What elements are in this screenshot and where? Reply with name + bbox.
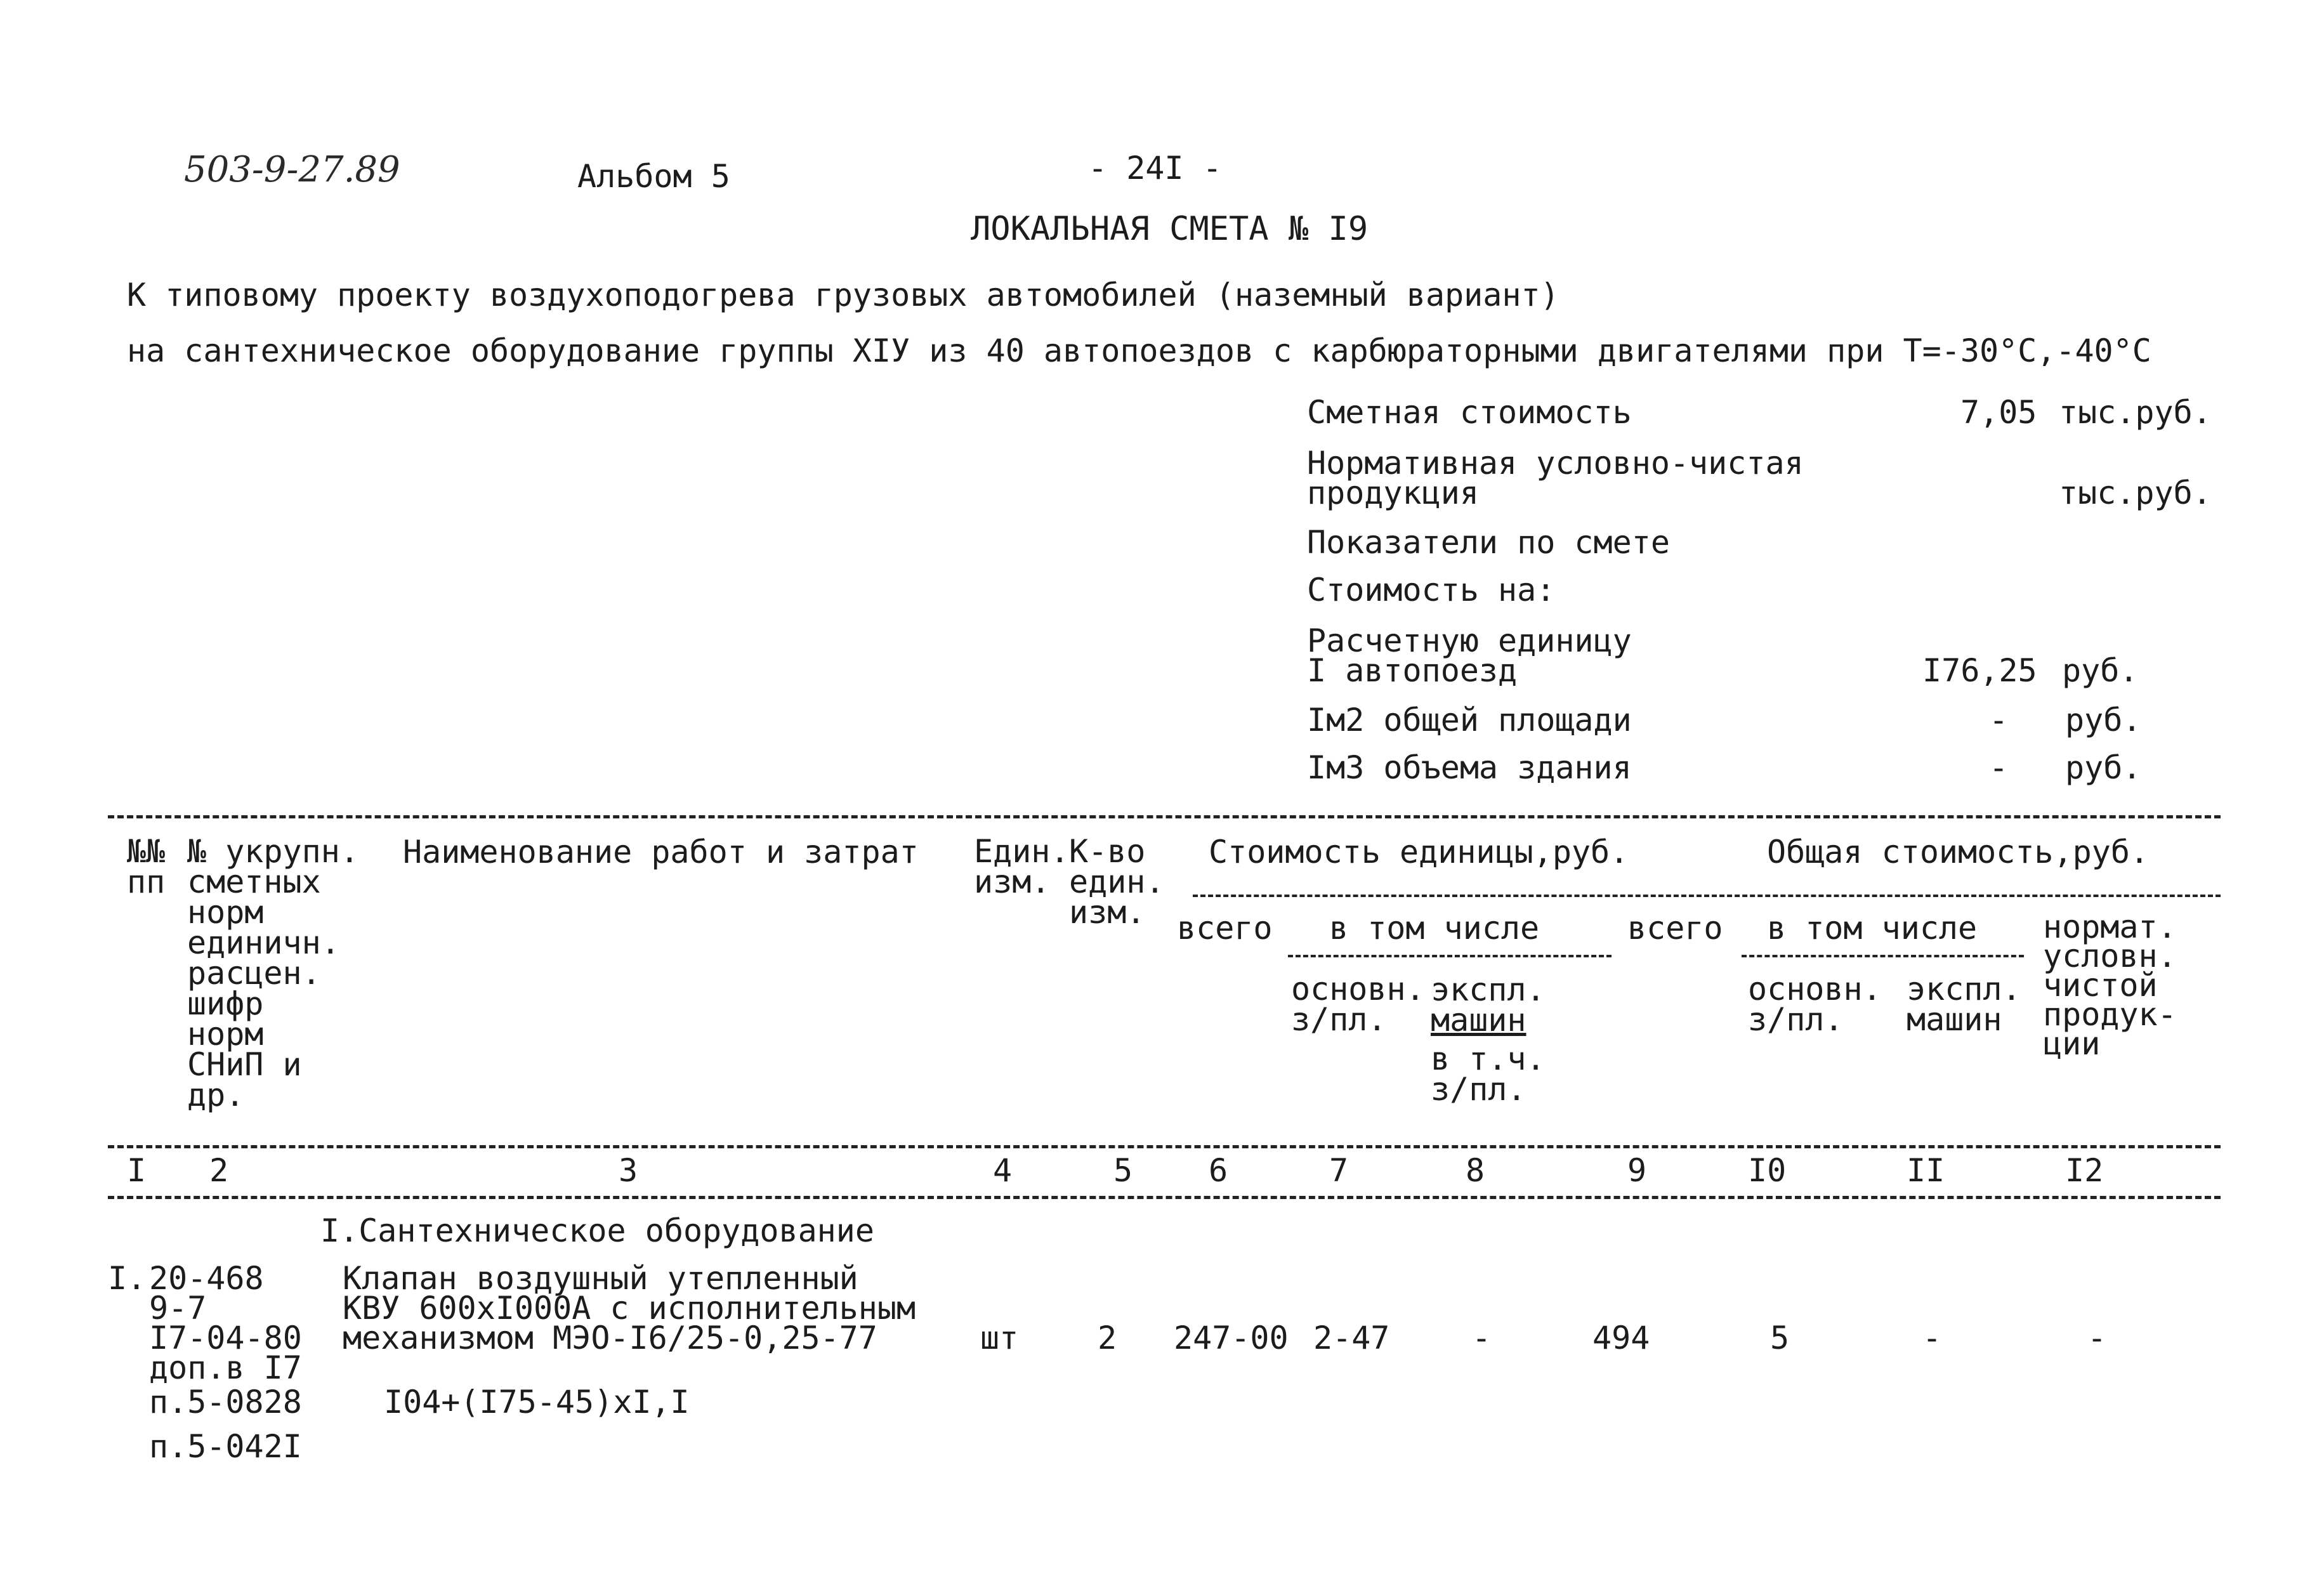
col-header-norm-code: № укрупн. сметных норм единичн. расцен. шифр норм СНиП и др.	[187, 833, 359, 1113]
column-number: I	[127, 1152, 147, 1189]
normative-label-2: продукция	[1307, 475, 1479, 511]
col-header-qty: К-во един. изм.	[1069, 833, 1165, 931]
row-total-wage: 5	[1770, 1320, 1790, 1356]
row-total: 494	[1592, 1320, 1650, 1356]
normative-label-1: Нормативная условно-чистая	[1307, 445, 1804, 482]
row-name-line: Клапан воздушный утепленный	[343, 1260, 858, 1297]
column-number: I2	[2065, 1152, 2104, 1189]
unit-machine-header-1: экспл.	[1431, 971, 1546, 1008]
norm-product-header: нормат. условн. чистой продук- ции	[2043, 908, 2177, 1062]
unit-base-wage-header: основн. з/пл.	[1291, 971, 1425, 1038]
total-base-wage-header: основн. з/пл.	[1748, 971, 1882, 1038]
column-numbers-top-rule	[108, 1145, 2221, 1148]
column-number: 3	[619, 1152, 638, 1189]
normative-unit: тыс.руб.	[2059, 475, 2212, 511]
row-total-norm: -	[2087, 1320, 2107, 1356]
total-cost-including-label: в том числе	[1767, 910, 1978, 947]
table-top-rule	[108, 815, 2221, 818]
row-code: I7-04-80	[149, 1320, 302, 1356]
project-line-2: на сантехническое оборудование группы XIУ из 40 автопоездов с карбюраторными двигателями при Т=-30°С,-40°С	[127, 332, 2151, 369]
column-number: 4	[993, 1152, 1013, 1189]
area-value: -	[1989, 702, 2009, 738]
column-number: 5	[1113, 1152, 1133, 1189]
section-title: I.Сантехническое оборудование	[320, 1212, 874, 1249]
estimated-cost-unit: тыс.руб.	[2059, 394, 2212, 431]
column-number: 9	[1627, 1152, 1647, 1189]
total-machine-header: экспл. машин	[1907, 971, 2021, 1038]
row-code: п.5-042I	[149, 1428, 302, 1465]
column-number: I0	[1748, 1152, 1787, 1189]
total-cost-all-label: всего	[1627, 910, 1723, 947]
page-number: - 24I -	[1088, 150, 1222, 187]
including-rule-unit	[1288, 955, 1612, 957]
unit-machine-wage-header: в т.ч. з/пл.	[1431, 1040, 1546, 1108]
row-unit-machine: -	[1472, 1320, 1492, 1356]
row-name-line: КВУ 600хI000А с исполнительным	[343, 1290, 916, 1327]
including-rule-total	[1742, 955, 2024, 957]
row-number: I.	[108, 1260, 147, 1297]
cost-for-label: Стоимость на:	[1307, 572, 1556, 608]
unit-cost-header: Стоимость единицы,руб.	[1209, 834, 1629, 870]
row-code: 20-468	[149, 1260, 264, 1297]
area-label: Iм2 общей площади	[1307, 702, 1632, 738]
column-numbers-bottom-rule	[108, 1196, 2221, 1199]
row-total-machine: -	[1922, 1320, 1942, 1356]
estimated-cost-label: Сметная стоимость	[1307, 394, 1632, 431]
volume-value: -	[1989, 749, 2009, 786]
column-number: 6	[1209, 1152, 1228, 1189]
doc-title: ЛОКАЛЬНАЯ СМЕТА № I9	[971, 210, 1369, 248]
row-unit: шт	[980, 1320, 1019, 1356]
column-number: 2	[209, 1152, 229, 1189]
volume-unit: руб.	[2065, 749, 2142, 786]
estimated-cost-value: 7,05	[1960, 394, 2037, 431]
col-header-name: Наименование работ и затрат	[403, 834, 919, 870]
album-label: Альбом 5	[577, 158, 730, 195]
unit-cost-including-label: в том числе	[1329, 910, 1540, 947]
row-code: п.5-0828	[149, 1384, 302, 1420]
calc-unit-value: I76,25	[1922, 652, 2037, 689]
calc-unit-label-2: I автопоезд	[1307, 652, 1518, 689]
row-code: 9-7	[149, 1290, 207, 1327]
col-header-number: №№ пп	[127, 833, 166, 900]
indicators-label: Показатели по смете	[1307, 524, 1670, 561]
area-unit: руб.	[2065, 702, 2142, 738]
total-cost-header: Общая стоимость,руб.	[1767, 834, 2150, 870]
calc-unit-unit: руб.	[2062, 652, 2139, 689]
unit-cost-all-label: всего	[1177, 910, 1273, 947]
col-header-unit: Един. изм.	[974, 833, 1070, 900]
handwritten-project-code: 503-9-27.89	[184, 149, 400, 190]
row-name-line: механизмом МЭО-I6/25-0,25-77	[343, 1320, 877, 1356]
column-number: II	[1907, 1152, 1945, 1189]
column-number: 8	[1466, 1152, 1485, 1189]
calc-unit-label-1: Расчетную единицу	[1307, 622, 1632, 659]
subheader-rule	[1193, 895, 2221, 897]
row-unit-total: 247-00	[1174, 1320, 1289, 1356]
unit-machine-header-2: машин	[1431, 1002, 1526, 1039]
volume-label: Iм3 объема здания	[1307, 749, 1632, 786]
row-qty: 2	[1098, 1320, 1117, 1356]
column-number: 7	[1329, 1152, 1349, 1189]
row-unit-wage: 2-47	[1313, 1320, 1390, 1356]
row-formula: I04+(I75-45)хI,I	[384, 1384, 690, 1420]
project-line-1: К типовому проекту воздухоподогрева грузовых автомобилей (наземный вариант)	[127, 277, 1559, 313]
row-code: доп.в I7	[149, 1349, 302, 1386]
